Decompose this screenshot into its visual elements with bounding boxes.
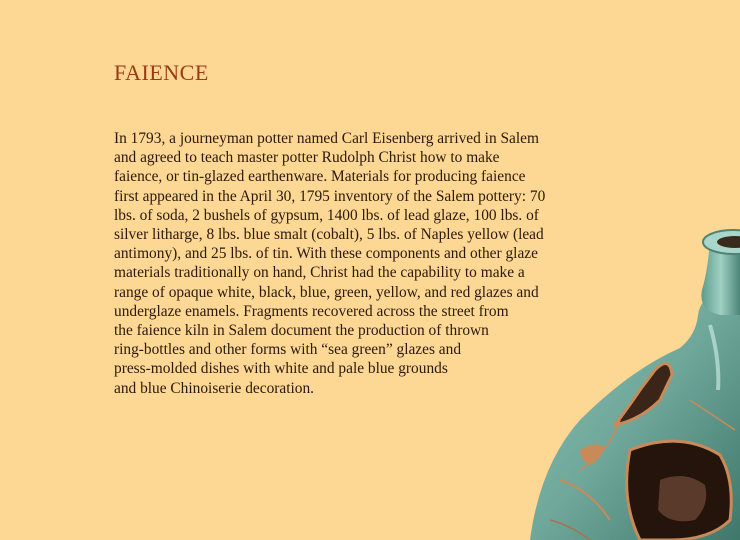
body-line: lbs. of soda, 2 bushels of gypsum, 1400 lbs. of lead glaze, 100 lbs. of — [114, 206, 539, 224]
faience-ring-bottle-image — [520, 220, 740, 540]
body-line: faience, or tin-glazed earthenware. Materials for producing faience — [114, 168, 526, 186]
body-line: antimony), and 25 lbs. of tin. With these components and other glaze — [114, 245, 538, 263]
body-line: the faience kiln in Salem document the production of thrown — [114, 322, 489, 340]
body-line: ring-bottles and other forms with “sea green” glazes and — [114, 341, 462, 359]
body-line: and agreed to teach master potter Rudolph Christ how to make — [114, 149, 500, 167]
body-line: range of opaque white, black, blue, green, yellow, and red glazes and — [114, 283, 539, 301]
page-title: FAIENCE — [114, 60, 209, 85]
body-line: first appeared in the April 30, 1795 inventory of the Salem pottery: 70 — [114, 187, 546, 205]
body-line: silver litharge, 8 lbs. blue smalt (cobalt), 5 lbs. of Naples yellow (lead — [114, 226, 544, 244]
body-line: and blue Chinoiserie decoration. — [114, 379, 315, 397]
body-line: In 1793, a journeyman potter named Carl Eisenberg arrived in Salem — [114, 130, 539, 147]
body-line: press-molded dishes with white and pale blue grounds — [114, 360, 448, 378]
body-line: materials traditionally on hand, Christ had the capability to make a — [114, 264, 525, 282]
body-line: underglaze enamels. Fragments recovered across the street from — [114, 302, 509, 320]
